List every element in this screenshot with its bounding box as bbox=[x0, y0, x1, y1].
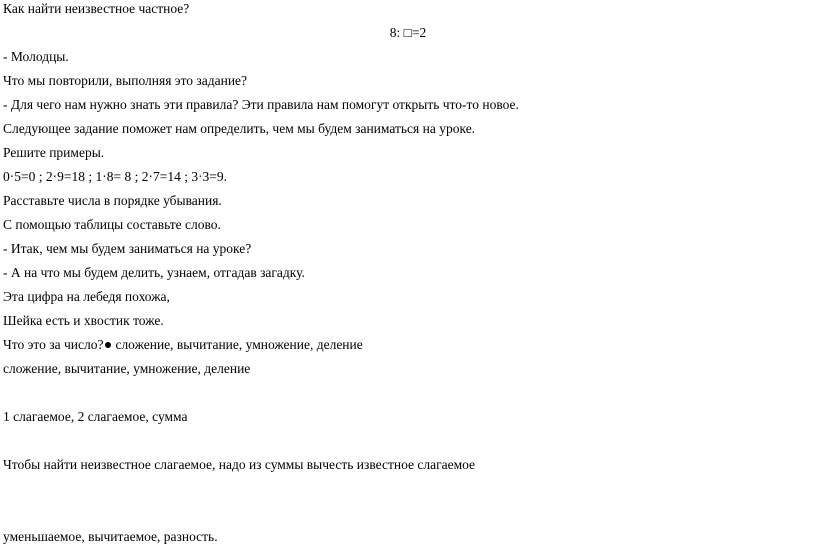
line-heading: Как найти неизвестное частное? bbox=[3, 1, 190, 16]
riddle-question-text: Что это за число? bbox=[3, 337, 104, 352]
line-next-task: Следующее задание поможет нам определить, чем мы будем заниматься на уроке. bbox=[3, 121, 476, 136]
line-rules-purpose: - Для чего нам нужно знать эти правила? Эти правила нам помогут открыть что-то новое. bbox=[3, 97, 519, 112]
line-subtraction-terms: уменьшаемое, вычитаемое, разность. bbox=[3, 529, 218, 544]
line-addend-rule: Чтобы найти неизвестное слагаемое, надо из суммы вычесть известное слагаемое bbox=[3, 457, 476, 472]
line-solve-examples: Решите примеры. bbox=[3, 145, 105, 160]
line-make-word: С помощью таблицы составьте слово. bbox=[3, 217, 221, 232]
line-order-desc: Расставьте числа в порядке убывания. bbox=[3, 193, 222, 208]
line-praise: - Молодцы. bbox=[3, 49, 69, 64]
line-riddle-intro: - А на что мы будем делить, узнаем, отгадав загадку. bbox=[3, 265, 305, 280]
line-addends: 1 слагаемое, 2 слагаемое, сумма bbox=[3, 409, 188, 424]
line-riddle-1: Эта цифра на лебедя похожа, bbox=[3, 289, 170, 304]
line-operations: сложение, вычитание, умножение, деление bbox=[3, 361, 251, 376]
line-equation: 8: □=2 bbox=[389, 25, 427, 40]
line-riddle-2: Шейка есть и хвостик тоже. bbox=[3, 313, 164, 328]
line-riddle-question bbox=[3, 337, 363, 353]
bullet-icon bbox=[105, 342, 111, 348]
line-examples: 0·5=0 ; 2·9=18 ; 1·8= 8 ; 2·7=14 ; 3·3=9. bbox=[3, 169, 228, 184]
line-what-lesson: - Итак, чем мы будем заниматься на уроке? bbox=[3, 241, 252, 256]
line-question-repeat: Что мы повторили, выполняя это задание? bbox=[3, 73, 248, 88]
operations-inline: сложение, вычитание, умножение, деление bbox=[115, 337, 363, 352]
